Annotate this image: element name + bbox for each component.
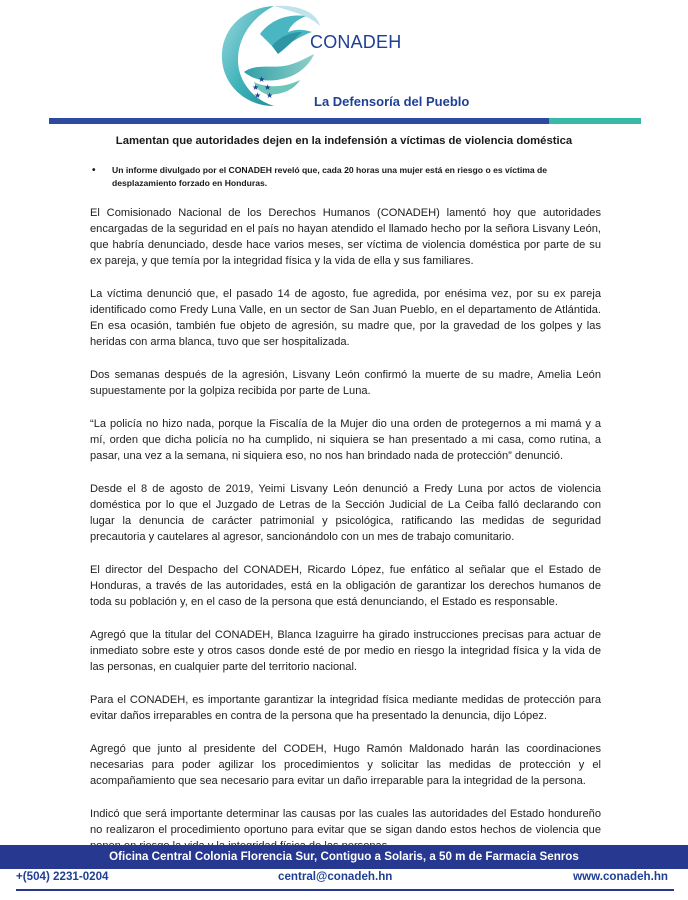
footer-address: Oficina Central Colonia Florencia Sur, Contiguo a Solaris, a 50 m de Farmacia Senros [0,845,688,869]
header-divider-band [49,118,641,124]
paragraph-10: Indicó que será importante determinar las causas por las cuales las autoridades del Estado hondureño no realizaron el procedimiento oportuno para evitar que se sigan dando estos hechos de violencia que [90,808,601,836]
conadeh-logo [214,2,484,114]
article-body [90,205,601,871]
paragraph-7: Agregó que la titular del CONADEH, Blanca Izaguirre ha girado instrucciones precisas para actuar de inmediato sobre este y otros casos donde esté de por medio en riesgo la integridad física y la vida de las personas, en cualquier parte del territorio nacional. [90,629,601,673]
paragraph-6: El director del Despacho del CONADEH, Ricardo López, fue enfático al señalar que el Estado de Honduras, a través de las autoridades, está en la obligación de garantizar los derechos humanos de toda su población y, en el caso de la persona que está denunciando, el Estado es responsable. [90,564,601,608]
divider-teal-segment [549,118,641,124]
paragraph-3: Dos semanas después de la agresión, Lisvany León confirmó la muerte de su madre, Amelia León supuestamente por la golpiza recibida por parte de Luna. [90,369,601,397]
footer-phone: +(504) 2231-0204 [16,870,109,883]
paragraph-2: La víctima denunció que, el pasado 14 de agosto, fue agredida, por enésima vez, por su ex pareja identificado como Fredy Luna Valle, en un sector de San Juan Pueblo, en el departamento de Atlántida. En esa ocasión, también fue objeto de agresión, su madre que, por la gravedad de los golpes y las heridas con arma blanca, tuvo que ser hospitalizada. [90,288,601,348]
footer-contacts [16,870,668,888]
svg-text:★: ★ [258,75,266,84]
paragraph-8: Para el CONADEH, es importante garantizar la integridad física mediante medidas de protección para evitar daños irreparables en contra de la persona que ha presentado la denuncia, dijo López. [90,694,601,722]
paragraph-1: El Comisionado Nacional de los Derechos Humanos (CONADEH) lamentó hoy que autoridades encargadas de la seguridad en el país no hayan atendido el llamado hecho por la señora Lisvany León, que habría denunciado, desde hace varios meses, ser víctima de violencia doméstica por parte de su ex pareja, y que temía por la integridad física y la vida de ella y sus familiares. [90,207,601,267]
footer-email[interactable]: central@conadeh.hn [278,870,393,883]
footer-underline [16,889,674,891]
svg-text:★: ★ [252,83,260,92]
divider-blue-segment [49,118,549,124]
logo-brand-name: CONADEH [310,32,402,52]
svg-text:★: ★ [266,91,274,100]
footer-website[interactable]: www.conadeh.hn [573,870,668,883]
paragraph-4: “La policía no hizo nada, porque la Fiscalía de la Mujer dio una orden de protegernos a mi mamá y a mí, orden que dicha policía no ha cumplido, ni siquiera se han presentado a mi casa, como rutina, a pasar, una vez a la semana, ni siquiera eso, no nos han brindado nada de protección” denunció. [90,418,601,462]
paragraph-5: Desde el 8 de agosto de 2019, Yeimi Lisvany León denunció a Fredy Luna por actos de violencia doméstica por lo que el Juzgado de Letras de la Sección Judicial de La Ceiba falló declarando con lugar la denuncia de carácter patrimonial y psicológica, ratificando las medidas de seguridad precautoria y cautelares al agresor, sancionándolo con un mes de trabajo comunitario. [90,483,601,543]
logo-tagline: La Defensoría del Pueblo [314,94,470,109]
press-release-title: Lamentan que autoridades dejen en la indefensión a víctimas de violencia doméstica [115,135,573,147]
svg-text:★: ★ [264,83,272,92]
bullet-icon: • [92,165,96,176]
highlight-bullet [92,164,602,190]
paragraph-9: Agregó que junto al presidente del CODEH, Hugo Ramón Maldonado harán las coordinaciones necesarias para poder agilizar los procedimientos y solicitar las medidas de protección y el acompañamiento que sea necesario para evitar un daño irreparable para la integridad de la persona. [90,743,601,787]
svg-text:★: ★ [254,91,262,100]
highlight-text: Un informe divulgado por el CONADEH reveló que, cada 20 horas una mujer está en riesgo o es víctima de desplazamiento forzado en Honduras. [112,165,548,188]
